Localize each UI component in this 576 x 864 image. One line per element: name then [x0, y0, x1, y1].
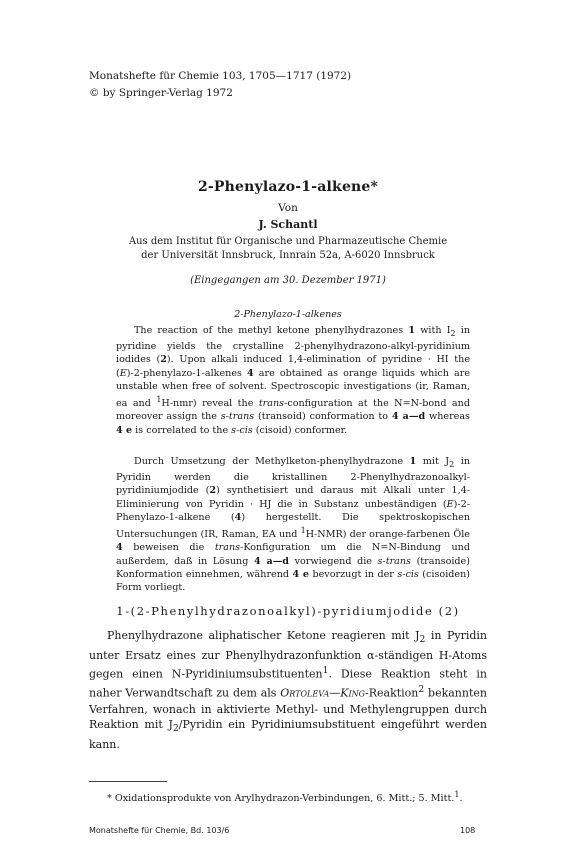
section-heading: 1-(2-Phenylhydrazonoalkyl)-pyridiumjodide (2) — [116, 604, 460, 618]
by-label: Von — [278, 202, 298, 214]
running-footer: Monatshefte für Chemie, Bd. 103/6 — [89, 826, 230, 835]
copyright-notice: © by Springer-Verlag 1972 — [89, 87, 233, 99]
abstract-german: Durch Umsetzung der Methylketon-phenylhydrazone 1 mit $J_2$ in Pyridin werden die kristallinen 2-Phenylhydrazonoalkyl-pyridiniumjodide (2) synthetisiert und daraus mit Alkali unter 1,4-Eliminierung von Pyridin · HJ die in Substanz unbeständigen (E)-2-Phenylazo-1-alkene (4) hergestellt. Die spektroskopischen Untersuchungen (IR, Raman, EA und $^1$H-NMR) der orange-farbenen Öle 4 beweisen die trans-Konfiguration um die N=N-Bindung und außerdem, daß in Lösung 4 a—d vorwiegend die s-trans (transoide) Konformation einnehmen, während 4 e bevorzugt in der s-cis (cisoiden) Form vorliegt. — [116, 456, 471, 593]
author-affiliation — [0, 235, 576, 262]
journal-citation: Monatshefte für Chemie 103, 1705—1717 (1972) — [89, 70, 352, 82]
journal-header — [89, 68, 489, 102]
footnote: * Oxidationsprodukte von Arylhydrazon-Verbindungen, 6. Mitt.; 5. Mitt.$^1$. — [107, 790, 463, 805]
page-number: 108 — [460, 826, 476, 835]
footnote-divider — [89, 781, 167, 782]
author-name: J. Schantl — [258, 218, 318, 231]
body-paragraph: Phenylhydrazone aliphatischer Ketone reagieren mit $J_2$ in Pyridin unter Ersatz eines zur Phenylhydrazonfunktion α-ständigen H-Atoms gegen einen N-Pyridiniumsubstituenten$^1$. Diese Reaktion steht in naher Verwandtschaft zu dem als Ortoleva—King-Reaktion$^2$ bekannten Verfahren, wonach in aktivierte Methyl- und Methylengruppen durch Reaktion mit $J_2$/Pyridin ein Pyridiniumsubstituent eingeführt werden kann. — [89, 629, 488, 751]
abstract-title: 2-Phenylazo-1-alkenes — [234, 309, 342, 320]
article-title: 2-Phenylazo-1-alkene* — [197, 179, 379, 195]
received-date: (Eingegangen am 30. Dezember 1971) — [190, 275, 386, 286]
affiliation-line-1: Aus dem Institut für Organische und Pharmazeutische Chemie — [128, 236, 448, 247]
abstract-english: The reaction of the methyl ketone phenylhydrazones 1 with $I_2$ in pyridine yields the crystalline 2-phenylhydrazono-alkyl-pyridinium iodides (2). Upon alkali induced 1,4-elimination of pyridine · HI the (E)-2-phenylazo-1-alkenes 4 are obtained as orange liquids which are unstable when free of solvent. Spectroscopic investigations (ir, Raman, ea and $^1$H-nmr) reveal the trans-configuration at the N=N-bond and moreover assign the s-trans (transoid) conformation to 4 a—d whereas 4 e is correlated to the s-cis (cisoid) conformer. — [116, 325, 470, 436]
affiliation-line-2: der Universität Innsbruck, Innrain 52a, A-6020 Innsbruck — [141, 249, 435, 261]
